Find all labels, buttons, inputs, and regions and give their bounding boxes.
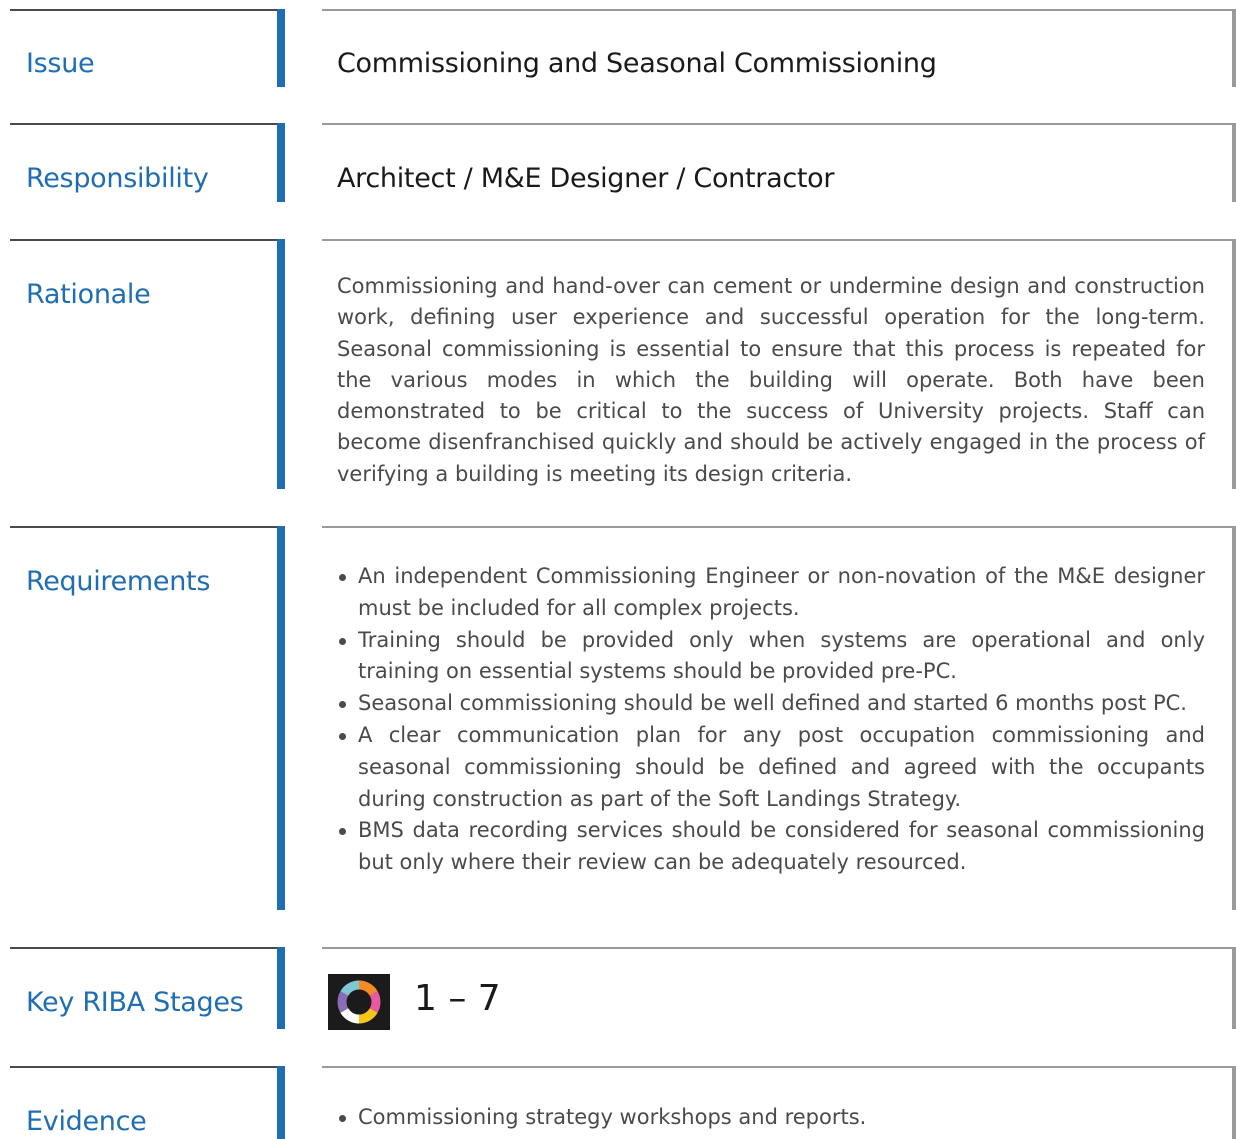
riba-label-bar [277,947,285,1029]
bullet-icon [339,828,346,835]
requirements-label: Requirements [26,566,211,597]
evidence-label-rule [10,1066,277,1068]
evidence-label: Evidence [26,1106,147,1137]
riba-stage-range: 1 – 7 [414,978,501,1019]
responsibility-label-rule [10,123,277,125]
list-item [337,1102,1205,1134]
riba-content-bar [1232,947,1236,1029]
requirements-list [337,561,1205,879]
requirement-text: Training should be provided only when systems are operational and only training on essential systems should be provided pre-PC. [358,627,1205,684]
list-item [337,720,1205,815]
rationale-label-bar [277,239,285,489]
rationale-content-rule [322,239,1236,241]
riba-stages-wheel-icon [328,974,390,1030]
requirement-text: Seasonal commissioning should be well defined and started 6 months post PC. [358,691,1187,716]
bullet-icon [339,638,346,645]
evidence-content-rule [322,1066,1236,1068]
requirement-text: An independent Commissioning Engineer or non-novation of the M&E designer must be included for all complex projects. [358,564,1205,620]
riba-label-rule [10,947,277,949]
issue-content-rule [322,9,1236,11]
requirements-content-bar [1232,526,1236,910]
riba-label: Key RIBA Stages [26,987,244,1018]
requirement-text: BMS data recording services should be considered for seasonal commissioning but only where their review can be adequately resourced. [358,818,1205,875]
responsibility-content-bar [1232,123,1236,202]
rationale-text: Commissioning and hand-over can cement or undermine design and construction work, defining user experience and successful operation for the long-term. Seasonal commissioning is essential to ensure that this process is repeated for the various modes in which the building will operate. Both have been demonstrated to be critical to the success of University projects. Staff can become disenfranchised quickly and should be actively engaged in the process of verifying a building is meeting its design criteria. [337,274,1205,486]
evidence-label-bar [277,1066,285,1139]
bullet-icon [339,1115,346,1122]
issue-label: Issue [26,48,95,79]
issue-content-bar [1232,9,1236,87]
riba-content-rule [322,947,1236,949]
responsibility-content-rule [322,123,1236,125]
issue-label-rule [10,9,277,11]
bullet-icon [339,701,346,708]
issue-value: Commissioning and Seasonal Commissioning [337,48,937,79]
bullet-icon [339,733,346,740]
list-item [337,625,1205,689]
requirements-label-bar [277,526,285,910]
evidence-list [337,1102,1205,1134]
requirements-content-rule [322,526,1236,528]
responsibility-value: Architect / M&E Designer / Contractor [337,163,835,194]
bullet-icon [339,574,346,581]
list-item [337,561,1205,625]
rationale-content-bar [1232,239,1236,489]
rationale-label: Rationale [26,279,151,310]
requirement-text: A clear communication plan for any post occupation commissioning and seasonal commissioning should be defined and agreed with the occupants during construction as part of the Soft Landings Strategy. [358,722,1205,811]
responsibility-label-bar [277,123,285,202]
evidence-content-bar [1232,1066,1236,1139]
evidence-text: Commissioning strategy workshops and reports. [358,1105,867,1129]
responsibility-label: Responsibility [26,163,209,194]
rationale-label-rule [10,239,277,241]
requirements-label-rule [10,526,277,528]
list-item [337,688,1205,720]
issue-label-bar [277,9,285,87]
list-item [337,815,1205,879]
